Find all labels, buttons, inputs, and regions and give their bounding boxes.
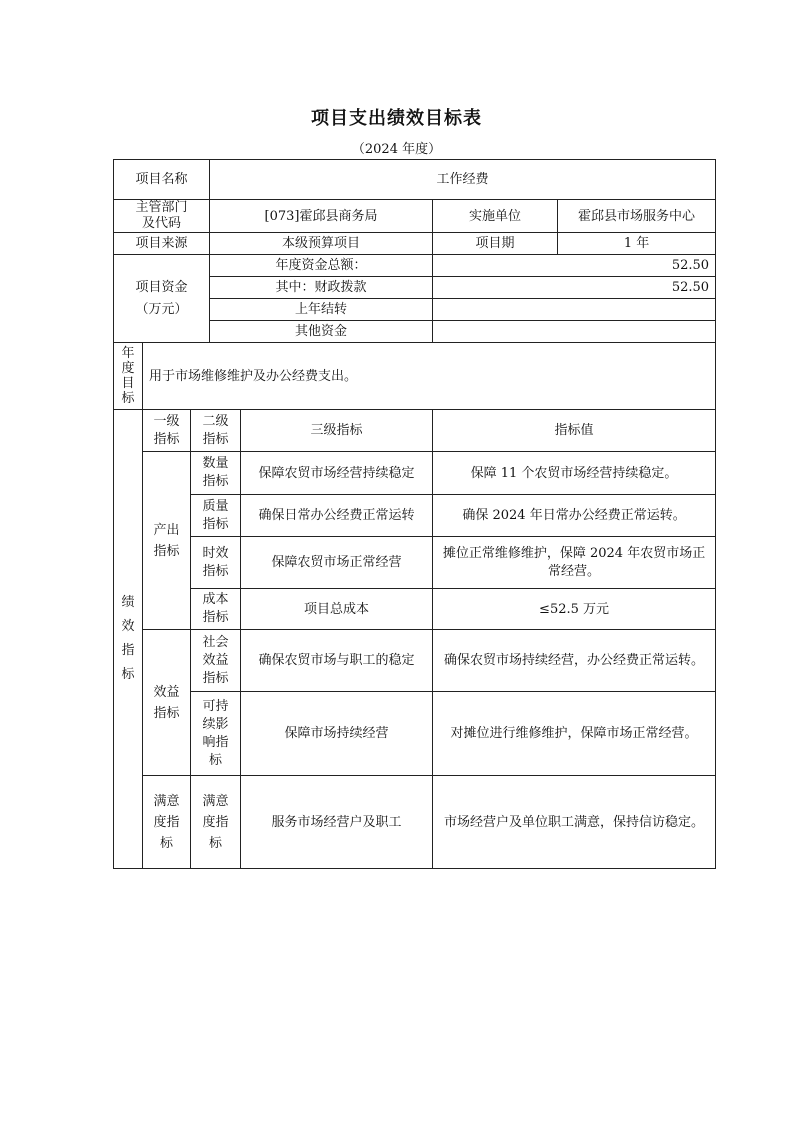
period-label: 项目期 — [433, 233, 558, 255]
row-source — [114, 233, 716, 255]
row-benefit-sustainable — [114, 692, 716, 776]
project-name-label: 项目名称 — [114, 160, 210, 200]
funds-row-value — [433, 321, 716, 343]
level2-cell — [191, 537, 241, 589]
performance-label — [114, 410, 143, 869]
level3-cell: 保障农贸市场正常经营 — [241, 537, 433, 589]
indicator-value: 市场经营户及单位职工满意，保持信访稳定。 — [433, 776, 716, 869]
level3-cell: 保障市场持续经营 — [241, 692, 433, 776]
department-label-text: 主管部门及代码 — [135, 200, 188, 231]
header-level3: 三级指标 — [241, 410, 433, 452]
row-output-timeliness — [114, 537, 716, 589]
header-value: 指标值 — [433, 410, 716, 452]
annual-goal-label-text: 年度目标 — [121, 346, 135, 406]
funds-row-label: 其中：财政拨款 — [210, 277, 433, 299]
period-value: 1 年 — [558, 233, 716, 255]
performance-table — [113, 159, 716, 869]
level2-text: 社会效益指标 — [202, 634, 229, 686]
level3-cell: 确保日常办公经费正常运转 — [241, 495, 433, 537]
source-label: 项目来源 — [114, 233, 210, 255]
project-name-value: 工作经费 — [210, 160, 716, 200]
level2-cell — [191, 630, 241, 692]
header-level1-text: 一级指标 — [153, 413, 180, 447]
funds-label — [114, 255, 210, 343]
level2-cell — [191, 589, 241, 630]
level3-cell: 服务市场经营户及职工 — [241, 776, 433, 869]
performance-label-text: 绩效指标 — [121, 595, 135, 682]
benefit-label — [143, 630, 191, 776]
level2-text: 可持续影响指标 — [202, 698, 229, 768]
row-project-name — [114, 160, 716, 200]
row-output-quantity — [114, 452, 716, 495]
level2-cell — [191, 776, 241, 869]
level2-cell — [191, 692, 241, 776]
department-value: [073]霍邱县商务局 — [210, 200, 433, 233]
indicator-value: 保障 11 个农贸市场经营持续稳定。 — [433, 452, 716, 495]
level2-cell — [191, 495, 241, 537]
header-level2-text: 二级指标 — [202, 413, 229, 447]
impl-unit-value: 霍邱县市场服务中心 — [558, 200, 716, 233]
level3-cell: 项目总成本 — [241, 589, 433, 630]
indicator-value: 确保农贸市场持续经营，办公经费正常运转。 — [433, 630, 716, 692]
header-level1 — [143, 410, 191, 452]
indicator-value: ≤52.5 万元 — [433, 589, 716, 630]
funds-row-label: 年度资金总额： — [210, 255, 433, 277]
row-output-quality — [114, 495, 716, 537]
annual-goal-label — [114, 343, 143, 410]
department-label — [114, 200, 210, 233]
level3-cell: 确保农贸市场与职工的稳定 — [241, 630, 433, 692]
funds-row-value — [433, 299, 716, 321]
funds-row-label: 其他资金 — [210, 321, 433, 343]
source-value: 本级预算项目 — [210, 233, 433, 255]
header-level2 — [191, 410, 241, 452]
funds-row-value: 52.50 — [433, 255, 716, 277]
row-satisfaction — [114, 776, 716, 869]
row-benefit-social — [114, 630, 716, 692]
indicator-value: 摊位正常维修维护，保障 2024 年农贸市场正常经营。 — [433, 537, 716, 589]
level2-cell — [191, 452, 241, 495]
satisfaction-label-text: 满意度指标 — [153, 793, 180, 851]
level2-text: 成本指标 — [202, 592, 229, 625]
row-funds-total — [114, 255, 716, 277]
row-department — [114, 200, 716, 233]
funds-label-text: 项目资金（万元） — [135, 279, 188, 317]
row-output-cost — [114, 589, 716, 630]
level2-text: 数量指标 — [202, 456, 229, 489]
page-subtitle: （2024 年度） — [351, 142, 442, 157]
annual-goal-value: 用于市场维修维护及办公经费支出。 — [143, 343, 716, 410]
impl-unit-label: 实施单位 — [433, 200, 558, 233]
output-label-text: 产出指标 — [153, 522, 180, 559]
satisfaction-label — [143, 776, 191, 869]
output-label — [143, 452, 191, 630]
level3-cell: 保障农贸市场经营持续稳定 — [241, 452, 433, 495]
page-title: 项目支出绩效目标表 — [311, 108, 482, 129]
row-annual-goal — [114, 343, 716, 410]
indicator-value: 确保 2024 年日常办公经费正常运转。 — [433, 495, 716, 537]
level2-text: 质量指标 — [202, 498, 229, 532]
funds-row-label: 上年结转 — [210, 299, 433, 321]
level2-text: 时效指标 — [202, 545, 229, 579]
benefit-label-text: 效益指标 — [153, 684, 180, 721]
row-indicator-headers — [114, 410, 716, 452]
funds-row-value: 52.50 — [433, 277, 716, 299]
indicator-value: 对摊位进行维修维护，保障市场正常经营。 — [433, 692, 716, 776]
level2-text: 满意度指标 — [202, 793, 229, 851]
